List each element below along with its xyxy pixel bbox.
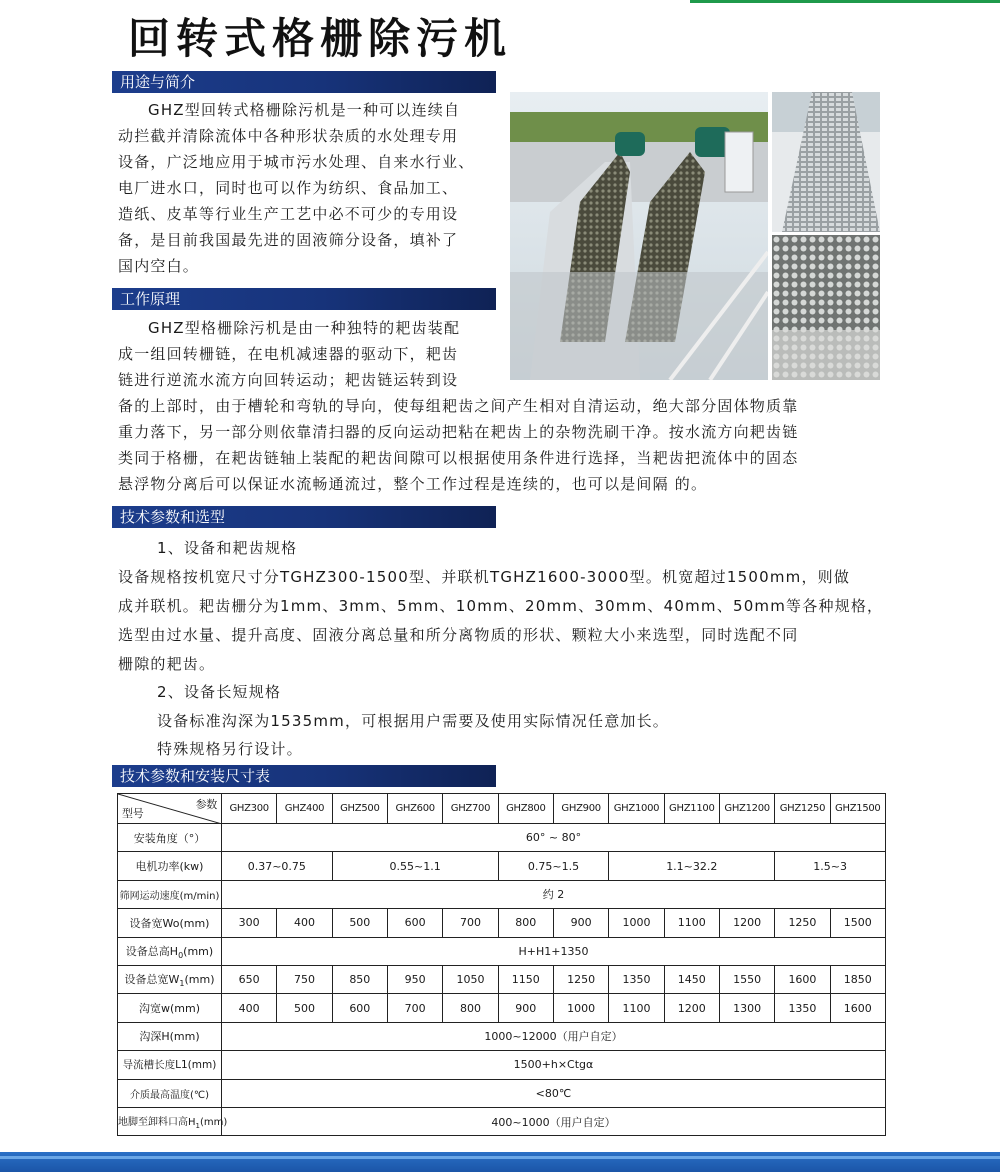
model-header: GHZ900 (553, 794, 608, 824)
table-cell: 700 (387, 994, 442, 1022)
principle-line: 重力落下，另一部分则依靠清扫器的反向运动把粘在耙齿上的杂物洗刷干净。按水流方向耙齿链 (118, 423, 799, 441)
table-cell: 1050 (443, 965, 498, 993)
table-row (118, 1107, 886, 1135)
row-label-sub: 1 (195, 1122, 200, 1131)
table-cell: 1500+h×Ctgα (222, 1051, 886, 1079)
table-cell: 1200 (664, 994, 719, 1022)
table-cell: H+H1+1350 (222, 937, 886, 965)
model-header: GHZ500 (332, 794, 387, 824)
table-cell: 950 (387, 965, 442, 993)
principle-line: 类同于格栅，在耙齿链轴上装配的耙齿间隙可以根据使用条件进行选择，当耙齿把流体中的固态 (118, 449, 799, 467)
table-cell: 1450 (664, 965, 719, 993)
table-cell: 800 (498, 909, 553, 937)
table-row (118, 937, 886, 965)
top-accent-line (690, 0, 1000, 3)
product-photo-machines (510, 92, 768, 380)
table-cell: 650 (222, 965, 277, 993)
table-row (118, 909, 886, 937)
usage-line: 造纸、皮革等行业生产工艺中必不可少的专用设 (118, 205, 459, 223)
row-label: 沟宽w(mm) (118, 994, 222, 1022)
section-heading-principle: 工作原理 (112, 288, 496, 310)
row-label: 介质最高温度(℃) (118, 1079, 222, 1107)
table-cell: 1550 (719, 965, 774, 993)
table-cell: 1350 (775, 994, 830, 1022)
table-cell: 850 (332, 965, 387, 993)
page-title: 回转式格栅除污机 (128, 14, 513, 63)
table-row (118, 965, 886, 993)
bottom-stripe (0, 1152, 1000, 1172)
row-label: 沟深H(mm) (118, 1022, 222, 1050)
params-subheading-1: 1、设备和耙齿规格 (157, 539, 298, 557)
table-cell: 1000~12000（用户自定） (222, 1022, 886, 1050)
product-photo-grid-top (772, 92, 880, 232)
model-header: GHZ300 (222, 794, 277, 824)
table-cell: 800 (443, 994, 498, 1022)
row-label: 导流槽长度L1(mm) (118, 1051, 222, 1079)
model-header: GHZ700 (443, 794, 498, 824)
row-label-main: 设备总宽W (124, 973, 180, 987)
spec-table (117, 793, 886, 1136)
params-line: 设备规格按机宽尺寸分TGHZ300-1500型、并联机TGHZ1600-3000型。机宽超过1500mm，则做 (118, 568, 851, 586)
row-label: 设备宽Wo(mm) (118, 909, 222, 937)
table-cell: 1600 (775, 965, 830, 993)
usage-line: 设备，广泛地应用于城市污水处理、自来水行业、 (118, 153, 475, 171)
product-photo-rakes (772, 235, 880, 380)
table-corner-cell (118, 794, 222, 824)
table-row (118, 1051, 886, 1079)
principle-line: 悬浮物分离后可以保证水流畅通流过，整个工作过程是连续的，也可以是间隔 的。 (118, 475, 708, 493)
table-cell: 300 (222, 909, 277, 937)
table-cell: 0.75~1.5 (498, 852, 609, 880)
model-header: GHZ1200 (719, 794, 774, 824)
table-row (118, 1022, 886, 1050)
row-label-unit: (mm) (184, 973, 215, 987)
table-cell: 900 (553, 909, 608, 937)
table-cell: 600 (387, 909, 442, 937)
table-cell: 1200 (719, 909, 774, 937)
table-cell: 1350 (609, 965, 664, 993)
params-subheading-2: 2、设备长短规格 (157, 683, 282, 701)
table-cell: 400 (277, 909, 332, 937)
table-cell: 750 (277, 965, 332, 993)
table-row (118, 880, 886, 908)
usage-line: 备，是目前我国最先进的固液筛分设备，填补了 (118, 231, 459, 249)
row-label-main: 地脚至卸料口高H (118, 1117, 196, 1129)
table-cell: 0.37~0.75 (222, 852, 333, 880)
usage-line: 动拦截并清除流体中各种形状杂质的水处理专用 (118, 127, 459, 145)
corner-label-params: 参数 (195, 798, 217, 811)
row-label: 筛网运动速度(m/min) (118, 880, 222, 908)
principle-line: 成一组回转栅链，在电机减速器的驱动下，耙齿 (118, 345, 459, 363)
table-cell: 1300 (719, 994, 774, 1022)
table-cell: <80℃ (222, 1079, 886, 1107)
row-label (118, 1107, 228, 1135)
model-header: GHZ1000 (609, 794, 664, 824)
table-cell: 1000 (553, 994, 608, 1022)
params-line: 设备标准沟深为1535mm，可根据用户需要及使用实际情况任意加长。 (157, 712, 670, 730)
model-header: GHZ400 (277, 794, 332, 824)
row-label-sub: 0 (178, 950, 184, 960)
table-cell: 1.1~32.2 (609, 852, 775, 880)
table-cell: 900 (498, 994, 553, 1022)
table-cell: 1000 (609, 909, 664, 937)
table-cell: 1100 (664, 909, 719, 937)
params-line: 选型由过水量、提升高度、固液分离总量和所分离物质的形状、颗粒大小来选型，同时选配不同 (118, 626, 799, 644)
params-line: 成并联机。耙齿栅分为1mm、3mm、5mm、10mm、20mm、30mm、40mm、50mm等各种规格， (118, 597, 884, 615)
model-header: GHZ1500 (830, 794, 885, 824)
table-cell: 400 (222, 994, 277, 1022)
section-heading-usage: 用途与简介 (112, 71, 496, 93)
row-label: 安装角度（°） (118, 824, 222, 852)
table-cell: 1500 (830, 909, 885, 937)
table-row (118, 824, 886, 852)
table-cell: 500 (332, 909, 387, 937)
row-label-unit: (mm) (183, 944, 214, 958)
table-cell: 700 (443, 909, 498, 937)
usage-line: 电厂进水口，同时也可以作为纺织、食品加工、 (118, 179, 459, 197)
row-label-main: 设备总高H (125, 944, 179, 958)
table-cell: 1.5~3 (775, 852, 886, 880)
section-heading-table: 技术参数和安装尺寸表 (112, 765, 496, 787)
table-cell: 1100 (609, 994, 664, 1022)
table-cell: 400~1000（用户自定） (222, 1107, 886, 1135)
table-cell: 0.55~1.1 (332, 852, 498, 880)
params-line: 栅隙的耙齿。 (118, 655, 216, 673)
table-row (118, 1079, 886, 1107)
table-row (118, 994, 886, 1022)
table-cell: 1600 (830, 994, 885, 1022)
table-row (118, 852, 886, 880)
section-heading-params: 技术参数和选型 (112, 506, 496, 528)
table-cell: 1150 (498, 965, 553, 993)
model-header: GHZ1250 (775, 794, 830, 824)
principle-line: GHZ型格栅除污机是由一种独特的耙齿装配 (148, 319, 461, 337)
model-header: GHZ1100 (664, 794, 719, 824)
table-cell: 1850 (830, 965, 885, 993)
table-cell: 600 (332, 994, 387, 1022)
model-header: GHZ600 (387, 794, 442, 824)
table-cell: 约 2 (222, 880, 886, 908)
table-cell: 1250 (775, 909, 830, 937)
row-label-sub: 1 (179, 979, 185, 989)
principle-line: 链进行逆流水流方向回转运动；耙齿链运转到设 (118, 371, 459, 389)
principle-line: 备的上部时，由于槽轮和弯轨的导向，使每组耙齿之间产生相对自清运动，绝大部分固体物质靠 (118, 397, 799, 415)
params-line: 特殊规格另行设计。 (157, 740, 303, 758)
row-label (118, 937, 222, 965)
usage-line: GHZ型回转式格栅除污机是一种可以连续自 (148, 101, 461, 119)
table-cell: 60° ~ 80° (222, 824, 886, 852)
row-label: 电机功率(kw) (118, 852, 222, 880)
table-cell: 1250 (553, 965, 608, 993)
corner-label-model: 型号 (122, 807, 144, 820)
row-label (118, 965, 222, 993)
row-label-unit: (mm) (200, 1117, 228, 1129)
table-header-row (118, 794, 886, 824)
usage-line: 国内空白。 (118, 257, 200, 275)
model-header: GHZ800 (498, 794, 553, 824)
table-cell: 500 (277, 994, 332, 1022)
